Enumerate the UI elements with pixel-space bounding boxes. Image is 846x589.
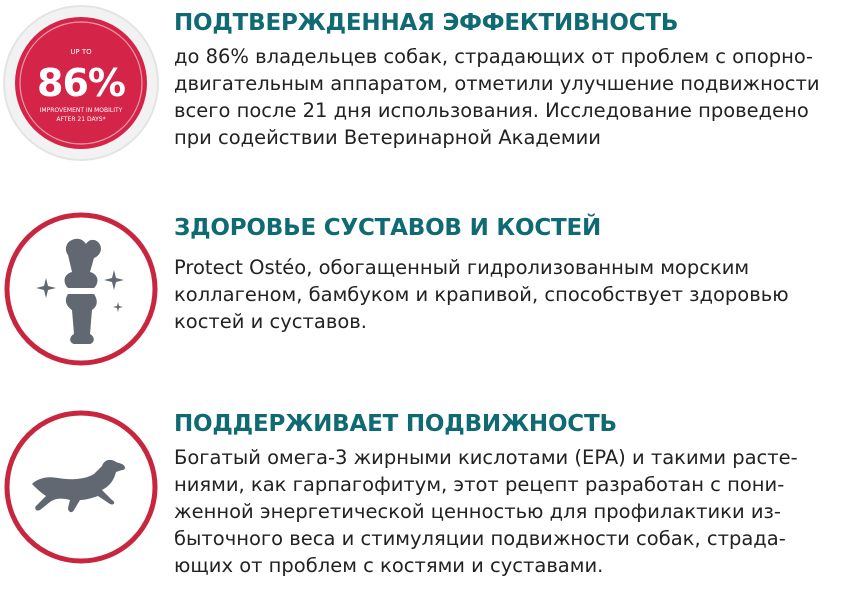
body-line: до 86% владельцев собак, страдающих от проблем с опорно-	[174, 45, 813, 68]
body-line: быточного веса и стимуляции подвижности собак, страда-	[174, 527, 786, 550]
body-line: всего после 21 дня использования. Исследование проведено	[174, 99, 809, 122]
section-body	[174, 444, 842, 579]
section-mobility	[174, 410, 842, 579]
body-line: ющих от проблем с костями и суставами.	[174, 554, 604, 577]
body-line: при содействии Ветеринарной Академии	[174, 126, 601, 149]
badge-svg	[2, 4, 160, 162]
body-line: Богатый омега-3 жирными кислотами (EPA) и такими расте-	[174, 446, 798, 469]
badge-value: 86%	[37, 61, 125, 105]
section-title: ПОДДЕРЖИВАЕТ ПОДВИЖНОСТЬ	[174, 411, 617, 437]
section-body	[174, 43, 842, 151]
badge-top-text: UP TO	[70, 48, 92, 56]
running-dog-icon	[2, 408, 160, 566]
body-line: Protect Ostéo, обогащенный гидролизованным морским	[174, 256, 750, 279]
section-title: ПОДТВЕРЖДЕННАЯ ЭФФЕКТИВНОСТЬ	[174, 10, 679, 36]
joint-bone-icon	[2, 210, 160, 368]
badge-caption-line2: AFTER 21 DAYS*	[56, 116, 106, 123]
body-line: костей и суставов.	[174, 310, 367, 333]
body-line: двигательным аппаратом, отметили улучшение подвижности	[174, 72, 820, 95]
section-joints	[174, 214, 842, 335]
badge-caption-line1: IMPROVEMENT IN MOBILITY	[39, 107, 123, 114]
body-line: женной энергетической ценностью для профилактики из-	[174, 500, 781, 523]
section-title: ЗДОРОВЬЕ СУСТАВОВ И КОСТЕЙ	[174, 215, 602, 241]
mobility-86-percent-badge	[2, 4, 160, 162]
body-line: коллагеном, бамбуком и крапивой, способствует здоровью	[174, 283, 789, 306]
section-body	[174, 254, 842, 335]
body-line: ниями, как гарпагофитум, этот рецепт разработан с пони-	[174, 473, 785, 496]
section-efficacy	[174, 9, 842, 151]
